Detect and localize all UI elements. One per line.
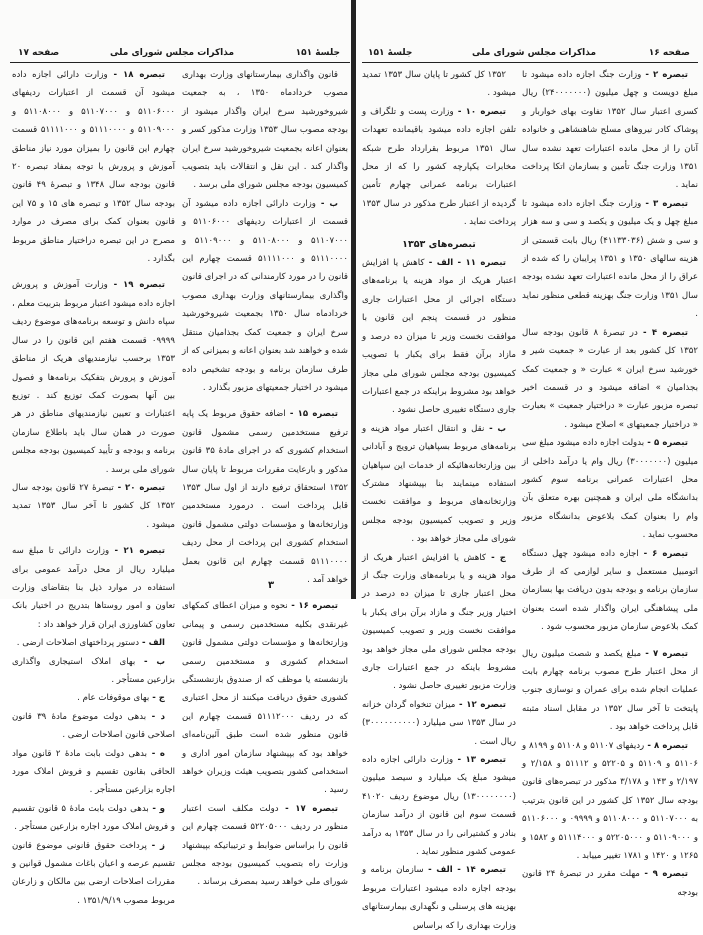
paragraph-text: سازمان برنامه و بودجه اجازه داده میشود اعتبارات مربوط بهزینه های پرسنلی و نگهداری بیمارستانهای وزارت بهداری را که براساس xyxy=(362,865,516,931)
paragraph xyxy=(522,865,698,902)
clause-label: تبصره ۷ - xyxy=(641,648,688,659)
paragraph-text: وزارت دارائی اجازه داده میشود مبلغ یک میلیارد و سیصد میلیون (۱۳۰۰۰۰۰۰۰۰) ریال موضوع ردیف ۴۱۰۲۰ قسمت سوم این قانون از درآمد سازمان بنادر و کشتیرانی را در سال ۱۳۵۳ به درآمد عمومی کشور منظور نماید . xyxy=(362,755,516,858)
paragraph-text: کاهش یا افزایش اعتبار هریک از مواد هزینه و یا برنامه‌های وزارت جنگ از محل اعتبار جاری تا میزان ده درصد در اختیار وزیر جنگ و مازاد برآن برای یکبار با موافقت نخست وزیر و تصویب کمیسیون بودجه مجلس شورای ملی مجاز خواهد بود مشروط باینکه در جمع اعتبارات جاری وزارت مزبور تغییری حاصل نشود . xyxy=(362,552,516,692)
clause-label: تبصره ۶ - xyxy=(638,548,688,559)
clause-label: تبصره ۴ - xyxy=(637,327,688,338)
paragraph xyxy=(362,751,516,861)
left-page-header xyxy=(10,46,350,63)
paragraph xyxy=(522,645,698,737)
paragraph-text: ردیفهای ۵۱۱۰۷ و ۵۱۱۰۸ و ۸۱۹۹ و ۵۱۱۰۶ و ۵۱۱۰۹ و ۵۲۲۰۵ و ۵۱۱۱۲ و ۲/۱۵۸ و ۲/۱۹۷ و ۱۴۳ و ۳/۱۷۸ مذکور در تبصره‌های قانون بودجه سال ۱۳۵۲ کل کشور در این قانون بترتیب به ۵۱۱۰۷۰۰۰ و ۵۱۱۰۸۰۰۰ و ۰۹۹۹۹ و ۵۱۱۰۶۰۰۰ و ۵۱۱۰۹۰۰۰ و ۵۲۲۰۵۰۰۰ و ۵۱۱۱۴۰۰۰ و ۱۵۸۲ و ۱۲۶۵ و ۱۴۲۰ و ۱۷۸۱ تغییر مییابد . xyxy=(522,740,698,862)
paragraph-text: در تبصرهٔ ۸ قانون بودجه سال ۱۳۵۲ کل کشور بعد از عبارت « جمعیت شیر و خورشید سرخ ایران » عبارت « و جمعیت کمک بجذامیان » اضافه میشود و در قسمت اخیر تبصره مزبور عبارت « دراختیار جمعیت » بعبارت « دراختیار جمعیتهای » اصلاح میشود . xyxy=(522,327,698,430)
clause-label: تبصره ۱۱ - الف - xyxy=(424,258,506,269)
clause-label: ز - xyxy=(146,840,165,851)
paragraph-text: وزارت دارائی اجازه داده میشود آن قسمت از اعتبارات ردیفهای ۵۱۱۰۶۰۰۰ و ۵۱۱۰۷۰۰۰ و ۵۱۱۰۸۰۰۰ و ۵۱۱۰۹۰۰۰ و ۵۱۱۱۰۰۰۰ و ۵۱۱۱۱۰۰۰ قسمت چهارم این قانون را بمیزان مورد نیاز مناطق آموزش و پرورش با توجه بمفاد تبصره ۲۰ قانون بودجه سال ۱۳۴۸ و تبصرهٔ ۴۹ قانون بودجه سال ۱۳۵۲ و تبصره های ۱۵ و ۷۵ این قانون بعنوان کمک برای مصرف در موارد مصرح در این تبصره دراختیار مناطق مربوط بگذارد . xyxy=(12,70,175,265)
paragraph xyxy=(12,276,175,478)
right-page-header xyxy=(362,46,698,63)
clause-label: ب - xyxy=(484,423,506,434)
clause-label: تبصره ۱۰ - xyxy=(453,106,506,117)
paragraph xyxy=(362,696,516,751)
paragraph-text: وزارت پست و تلگراف و تلفن اجازه داده میشود باقیمانده تعهدات سال ۱۳۵۱ مربوط بقرارداد طرح شبکه مخابرات یکپارچه کشور را که از محل اعتبارات برنامه عمرانی چهارم تأمین گردیده از اعتبار طرح مذکور در سال ۱۳۵۳ پرداخت نماید . xyxy=(362,106,516,228)
session-number: جلسهٔ ۱۵۱ xyxy=(295,48,340,58)
text-column xyxy=(12,66,175,910)
running-title: مذاکرات مجلس شورای ملی xyxy=(110,48,235,58)
clause-label: د - xyxy=(146,711,165,722)
paragraph-text: اجازه داده میشود چهل دستگاه اتومبیل مستعمل و سایر لوازمی که از طرف سازمان برنامه و بودجه بدون دریافت بها بسازمان ملی پیشاهنگی ایران واگذار شده است بعنوان کمک بلاعوض سازمان مزبور محسوب شود . xyxy=(522,548,698,633)
paragraph xyxy=(362,103,516,232)
paragraph xyxy=(362,549,516,696)
clause-label: تبصره ۱۴ - الف - xyxy=(423,865,506,876)
paragraph xyxy=(12,689,175,707)
paragraph xyxy=(182,66,348,195)
paragraph xyxy=(362,254,516,420)
paragraph-text: ۱۳۵۲ کل کشور تا پایان سال ۱۳۵۳ تمدید میشود . xyxy=(362,70,516,99)
clause-label: تبصره ۱۶ - xyxy=(287,601,338,612)
clause-label: الف - xyxy=(139,638,165,649)
session-number: جلسهٔ ۱۵۱ xyxy=(368,48,413,58)
paragraph-text: بهای موقوفات عام . xyxy=(77,693,150,704)
paragraph-text: قانون واگذاری بیمارستانهای وزارت بهداری مصوب خردادماه ۱۳۵۰ ، به جمعیت شیروخورشید سرخ ایران واگذار میشود از بودجه مصوب سال ۱۳۵۳ وزارت مذکور کسر و بعنوان اعانه بجمعیت شیروخورشید سرخ ایران واگذار کند . این نقل و انتقالات باید بتصویب کمیسیون بودجه مجلس شورای ملی برسد . xyxy=(182,70,348,191)
footer-mark: ۳ xyxy=(268,580,275,591)
paragraph-text: پرداخت حقوق قانونی موضوع قانون تقسیم عرصه و اعیان باغات مشمول قوانین و مقررات اصلاحات ارضی بین مالکان و زارعان مربوط مصوب ۱۳۵۱/۹/۱۹ . xyxy=(12,840,175,906)
paragraph xyxy=(522,545,698,637)
paragraph xyxy=(12,837,175,911)
paragraph-text: بدهی دولت موضوع مادهٔ ۳۹ قانون اصلاحی قانون اصلاحات ارضی . xyxy=(12,711,175,741)
text-column xyxy=(362,66,516,935)
clause-label: تبصره ۱۳ - xyxy=(453,755,506,766)
paragraph-text: دولت مکلف است اعتبار منظور در ردیف ۵۲۲۰۵۰۰۰ قسمت چهارم این قانون را براساس ضوابط و ترتیباتیکه بپیشنهاد وزارت راه بتصویب کمیسیون بودجه مجلس شورای ملی خواهد رسید بمصرف برساند . xyxy=(182,803,348,888)
clause-label: تبصره ۳ - xyxy=(641,198,688,209)
paragraph xyxy=(12,479,175,534)
paragraph xyxy=(522,434,698,544)
paragraph-text: بهای املاک استیجاری واگذاری بزارعین مستأجر . xyxy=(12,656,175,685)
paragraph xyxy=(12,542,175,634)
paragraph-text: وزارت دارائی تا مبلغ سه میلیارد ریال از محل درآمد عمومی برای استفاده در موارد ذیل بنا بتقاضای وزارت تعاون و امور روستاها بتدریج در اختیار بانک تعاون کشاورزی ایران قرار خواهد داد : xyxy=(12,546,175,630)
paragraph xyxy=(12,708,175,745)
paragraph xyxy=(362,66,516,103)
paragraph xyxy=(522,66,698,195)
clause-label: تبصره ۱۷ - xyxy=(278,803,338,814)
left-page xyxy=(0,0,351,906)
clause-label: تبصره ۸ - xyxy=(644,740,688,751)
clause-label: تبصره ۲۱ - xyxy=(109,546,165,557)
clause-label: تبصره ۹ - xyxy=(639,869,688,880)
paragraph-text: میزان تنخواه گردان خزانه در سال ۱۳۵۳ سی میلیارد (۳۰۰۰۰۰۰۰۰۰۰) ریال است . xyxy=(362,699,516,747)
paragraph-text: وزارت جنگ اجازه داده میشود تا مبلغ چهل و یک میلیون و یکصد و سی و سه هزار و سی و شش (۴۱۱۳۳۰۳۶) ریال بابت قسمتی از هزینه سالهای ۱۳۵۰ و ۱۳۵۱ پرایبان را که شده از عراق را از محل مانده اعتبارات تعهد نشده بودجه سال ۱۳۵۱ وزارت جنگ بهزینه قطعی منظور نماید . xyxy=(522,198,698,320)
paragraph xyxy=(182,800,348,892)
paragraph xyxy=(12,745,175,800)
clause-label: و - xyxy=(148,803,165,814)
paragraph-text: بدهی دولت بابت مادهٔ ۲ قانون مواد الحاقی بقانون تقسیم و فروش املاک مورد اجاره بزارعین مستأجر . xyxy=(12,748,175,796)
page-number: صفحه ۱۶ xyxy=(648,48,690,58)
clause-label: ج - xyxy=(485,552,506,563)
paragraph-text: کاهش یا افزایش اعتبار هریک از مواد هزینه یا برنامه‌های دستگاه اجرائی از محل اعتبارات جاری منظور در قسمت پنجم این قانون با موافقت نخست وزیر تا میزان ده درصد و مازاد برآن فقط برای یکبار با تصویب کمیسیون بودجه مجلس شورای ملی مجاز خواهد بود مشروط براینکه در جمع اعتبارات جاری دستگاه تغییری حاصل نشود . xyxy=(362,258,516,416)
paragraph-text: بدهی دولت بابت مادهٔ ۵ قانون تقسیم و فروش املاک مورد اجاره بزارعین مستأجر . xyxy=(12,803,175,833)
paragraph xyxy=(12,634,175,652)
running-title: مذاکرات مجلس شورای ملی xyxy=(472,48,597,58)
paragraph xyxy=(522,737,698,866)
paragraph-text: نحوه و میزان اعطای کمکهای غیرنقدی بکلیه مستخدمین رسمی و پیمانی وزارتخانه‌ها و مؤسسات دولتی مشمول قانون استخدام کشوری و مستخدمین رسمی بازنشسته یا موظف که از صندوق بازنشستگی کشوری حقوق دریافت میکنند از محل اعتباری که در ردیف ۵۱۱۱۲۰۰۰ قسمت چهارم این قانون منظور شده است طبق آئین‌نامه‌ای خواهد بود که بپیشنهاد سازمان امور اداری و استخدامی کشور بتصویب هیئت وزیران خواهد رسید . xyxy=(182,601,349,796)
clause-label: تبصره ۱۹ - xyxy=(107,280,165,291)
clause-label: تبصره ۱۸ - xyxy=(107,70,165,80)
clause-label: ه - xyxy=(147,748,166,759)
clause-label: تبصره ۱۵ - xyxy=(285,409,338,420)
paragraph xyxy=(12,66,175,268)
paragraph xyxy=(362,420,516,549)
right-page xyxy=(356,0,703,931)
paragraph-text: اضافه حقوق مربوط یک پایه ترفیع مستخدمین رسمی مشمول قانون استخدام کشوری که در اجرای مادهٔ ۳۵ قانون مذکور و بارعایت مقررات مربوط تا پایان سال ۱۳۵۲ استحقاق ترفیع دارند از اول سال ۱۳۵۳ قابل پرداخت است . درمورد مستخدمین وزارتخانه‌ها و مؤسسات دولتی مشمول قانون استخدام کشوری این پرداخت از محل ردیف ۵۱۱۱۰۰۰۰ قسمت چهارم این قانون بعمل خواهد آمد . xyxy=(182,409,348,585)
paragraph-text: وزارت دارائی اجازه داده میشود آن قسمت از اعتبارات ردیفهای ۵۱۱۰۶۰۰۰ و ۵۱۱۰۷۰۰۰ و ۵۱۱۰۸۰۰۰ و ۵۱۱۰۹۰۰۰ و ۵۱۱۱۰۰۰۰ و ۵۱۱۱۱۰۰۰ قسمت چهارم این قانون را در مورد کارمندانی که در اجرای قانون واگذاری بیمارستانهای وزارت بهداری مصوب خردادماه سال ۱۳۵۰ بجمعیت شیروخورشید سرخ ایران و جمعیت کمک بجذامیان منتقل شده و خواهند شد بعنوان اعانه و بمیزانی که از طرف سازمان برنامه و بودجه تشخیص داده میشود در اختیار جمعیتهای مزبور بگذارد . xyxy=(182,198,349,393)
clause-label: ج - xyxy=(149,693,165,704)
paragraph xyxy=(182,195,348,397)
paragraph-text: نقل و انتقال اعتبار مواد هزینه و برنامه‌های مربوط بسپاهیان ترویج و آبادانی بین وزارتخانه‌هائیکه از خدمات این سپاهیان استفاده مینمایند بنا بپیشنهاد مشترک وزارتخانه‌های مربوط و موافقت نخست وزیر و تصویب کمیسیون بودجه مجلس شورای ملی مجاز خواهد بود . xyxy=(362,423,516,545)
section-heading: تبصره‌های ۱۳۵۳ xyxy=(402,238,476,250)
text-column xyxy=(522,66,698,902)
clause-label: ب - xyxy=(135,656,165,667)
paragraph xyxy=(12,800,175,837)
clause-label: تبصره ۲ - xyxy=(641,70,688,80)
clause-label: تبصره ۲۰ - xyxy=(113,482,165,493)
paragraph xyxy=(182,405,348,589)
clause-label: تبصره ۱۲ - xyxy=(455,699,506,710)
paragraph-text: مهلت مقرر در تبصرهٔ ۲۴ قانون بودجه xyxy=(522,869,698,898)
paragraph-text: مبلغ یکصد و شصت میلیون ریال از محل اعتبار طرح مصوب برنامه چهارم بابت عملیات انجام شده برای عمران و نوسازی جنوب پایتخت تا آخر سال ۱۳۵۲ در مقابل اسناد مثبته قابل پرداخت خواهد بود . xyxy=(522,648,698,733)
text-column xyxy=(182,66,348,892)
clause-label: تبصره ۵ - xyxy=(644,438,688,449)
paragraph xyxy=(362,861,516,935)
paragraph-text: بدولت اجازه داده میشود مبلغ سی میلیون (۳۰۰۰۰۰۰۰) ریال وام یا درآمد داخلی از محل اعتبارات عمرانی برنامه سوم کشور بدانشگاه ملی ایران و همچنین بهره متعلق بآن وام را بعنوان کمک بلاعوض بدانشگاه مزبور محسوب نماید . xyxy=(522,438,698,541)
paragraph xyxy=(12,653,175,690)
paragraph xyxy=(182,597,348,799)
paragraph-text: وزارت آموزش و پرورش اجازه داده میشود اعتبار مربوط بتربیت معلم ، سپاه دانش و توسعه برنامه‌های موضوع ردیف ۰۹۹۹۹ قسمت هفتم این قانون را در سال ۱۳۵۳ برحسب نیازمندیهای هریک از مناطق آموزش و پرورش بتفکیک برنامه‌ها و فصول بین آنها بصورت کمک توزیع کند . توزیع اعتبارات و تعیین نیازمندیهای مناطق در هر صورت در همان سال باید باطلاع سازمان برنامه و بودجه و تأیید کمیسیون بودجه مجلس شورای ملی برسد . xyxy=(12,280,175,475)
paragraph-text: وزارت جنگ اجازه داده میشود تا مبلغ دویست و چهل میلیون (۲۴۰۰۰۰۰۰۰) ریال کسری اعتبار سال ۱۳۵۲ تفاوت بهای خواربار و پوشاک کادر نیروهای مسلح شاهنشاهی و خانواده آنان را از محل مانده اعتبارات تعهد نشده سال ۱۳۵۱ وزارت جنگ تأمین و بسازمان اتکا پرداخت نماید . xyxy=(522,70,698,191)
paragraph-text: دستور پرداختهای اصلاحات ارضی . xyxy=(16,638,140,649)
paragraph xyxy=(522,195,698,324)
paragraph xyxy=(522,324,698,434)
page-number: صفحه ۱۷ xyxy=(18,48,60,58)
paragraph-text: تبصرهٔ ۲۷ قانون بودجه سال ۱۳۵۲ کل کشور تا آخر سال ۱۳۵۳ تمدید میشود . xyxy=(12,482,175,530)
clause-label: ب - xyxy=(315,198,338,209)
